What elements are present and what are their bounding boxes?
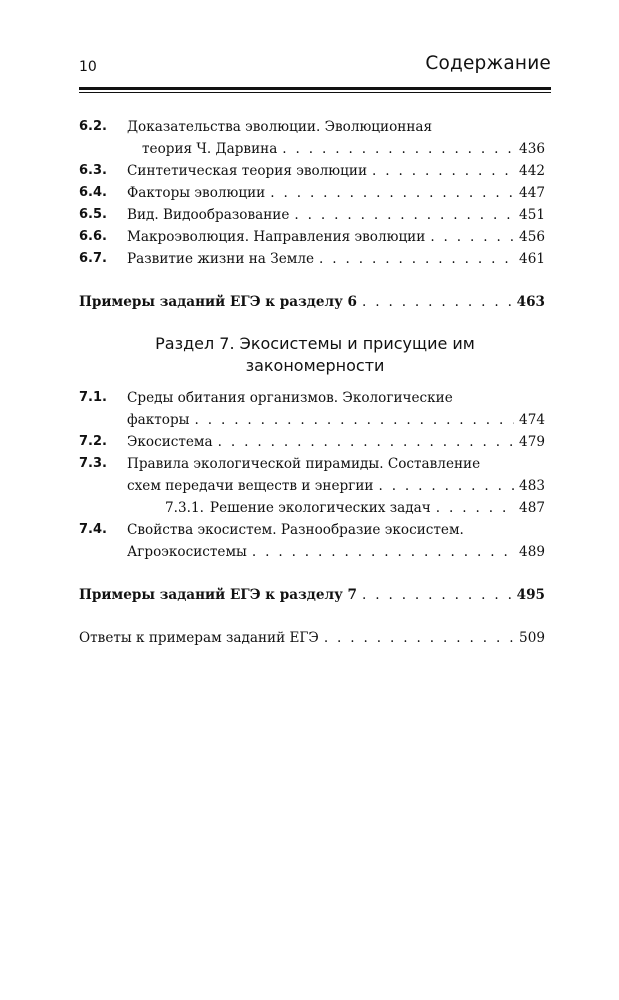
toc-entry-page: 447: [519, 185, 545, 201]
toc-entry-6-5[interactable]: [79, 204, 545, 226]
toc-entry-7-4[interactable]: [79, 519, 545, 541]
toc-entry-7-4-continued[interactable]: [79, 541, 545, 563]
toc-entry-title: Правила экологической пирамиды. Составление: [127, 456, 481, 472]
toc-entry-6-6[interactable]: [79, 226, 545, 248]
toc-entry-number: 6.4.: [79, 185, 107, 200]
toc-entry-number: 7.4.: [79, 522, 107, 537]
toc-entry-6-3[interactable]: [79, 160, 545, 182]
toc-entry-title: теория Ч. Дарвина: [142, 141, 278, 157]
toc-entry-page: 463: [516, 294, 545, 310]
dot-leader: [277, 138, 514, 160]
toc-entry-title: факторы: [127, 412, 190, 428]
toc-entry-page: 487: [519, 500, 545, 516]
toc-entry-6-7[interactable]: [79, 248, 545, 270]
toc-entry-number: 6.6.: [79, 229, 107, 244]
dot-leader: [367, 160, 514, 182]
dot-leader: [189, 409, 514, 431]
toc-entry-title: Среды обитания организмов. Экологические: [127, 390, 453, 406]
toc-entry-7-1[interactable]: [79, 387, 545, 409]
page-header: [79, 53, 551, 87]
toc-entry-6-2[interactable]: [79, 116, 545, 138]
toc-entry-page: 495: [516, 587, 545, 603]
toc-entry-title: Развитие жизни на Земле: [127, 251, 315, 267]
toc-entry-page: 483: [519, 478, 545, 494]
toc-entry-number: 6.5.: [79, 207, 107, 222]
toc-entry-7-3[interactable]: [79, 453, 545, 475]
toc-entry-page: 489: [519, 544, 545, 560]
toc-entry-page: 509: [519, 630, 545, 646]
toc-entry-title: схем передачи веществ и энергии: [127, 478, 374, 494]
toc-entry-number: 6.2.: [79, 119, 107, 134]
dot-leader: [319, 627, 514, 649]
toc-entry-page: 451: [519, 207, 545, 223]
page-number: 10: [79, 59, 97, 75]
toc-entry-title: Примеры заданий ЕГЭ к разделу 7: [79, 587, 357, 603]
toc-entry-number: 6.7.: [79, 251, 107, 266]
toc-entry-examples-6[interactable]: [79, 291, 545, 313]
toc-entry-title: Экосистема: [127, 434, 213, 450]
dot-leader: [213, 431, 514, 453]
toc-entry-6-2-continued[interactable]: [79, 138, 545, 160]
toc-entry-title: Примеры заданий ЕГЭ к разделу 6: [79, 294, 357, 310]
toc-entry-title: Макроэволюция. Направления эволюции: [127, 229, 426, 245]
dot-leader: [357, 291, 512, 313]
toc-entry-page: 436: [519, 141, 545, 157]
toc-entry-7-3-1[interactable]: [79, 497, 545, 519]
section-heading: [79, 333, 551, 377]
toc-entry-title: Агроэкосистемы: [127, 544, 247, 560]
header-rule-thick: [79, 87, 551, 90]
toc-entry-answers[interactable]: [79, 627, 545, 649]
section-heading-line: Раздел 7. Экосистемы и присущие им: [155, 334, 475, 353]
toc-entry-title: Доказательства эволюции. Эволюционная: [127, 119, 433, 135]
toc-entry-title: Свойства экосистем. Разнообразие экосистем.: [127, 522, 464, 538]
dot-leader: [314, 248, 514, 270]
toc-entry-6-4[interactable]: [79, 182, 545, 204]
dot-leader: [431, 497, 514, 519]
toc-entry-page: 461: [519, 251, 545, 267]
toc-entry-7-1-continued[interactable]: [79, 409, 545, 431]
toc-entry-number: 7.3.: [79, 456, 107, 471]
toc-entry-page: 479: [519, 434, 545, 450]
toc-entry-title: Синтетическая теория эволюции: [127, 163, 368, 179]
toc-entry-page: 456: [519, 229, 545, 245]
dot-leader: [425, 226, 514, 248]
toc-entry-number: 7.1.: [79, 390, 107, 405]
toc-entry-7-3-continued[interactable]: [79, 475, 545, 497]
toc-entry-7-2[interactable]: [79, 431, 545, 453]
dot-leader: [265, 182, 514, 204]
running-title: Содержание: [425, 53, 551, 74]
toc-entry-number: 6.3.: [79, 163, 107, 178]
toc-entry-title: Решение экологических задач: [209, 500, 431, 516]
toc-entry-examples-7[interactable]: [79, 584, 545, 606]
dot-leader: [247, 541, 514, 563]
section-heading-line: закономерности: [245, 356, 385, 375]
dot-leader: [373, 475, 514, 497]
toc-entry-number: 7.3.1.: [165, 500, 204, 516]
toc-entry-title: Факторы эволюции: [127, 185, 266, 201]
toc-entry-number: 7.2.: [79, 434, 107, 449]
toc-entry-page: 442: [519, 163, 545, 179]
toc-entry-title: Ответы к примерам заданий ЕГЭ: [79, 630, 319, 646]
toc-entry-page: 474: [519, 412, 545, 428]
header-rule-thin: [79, 92, 551, 93]
toc-entry-title: Вид. Видообразование: [127, 207, 290, 223]
dot-leader: [289, 204, 514, 226]
dot-leader: [357, 584, 512, 606]
